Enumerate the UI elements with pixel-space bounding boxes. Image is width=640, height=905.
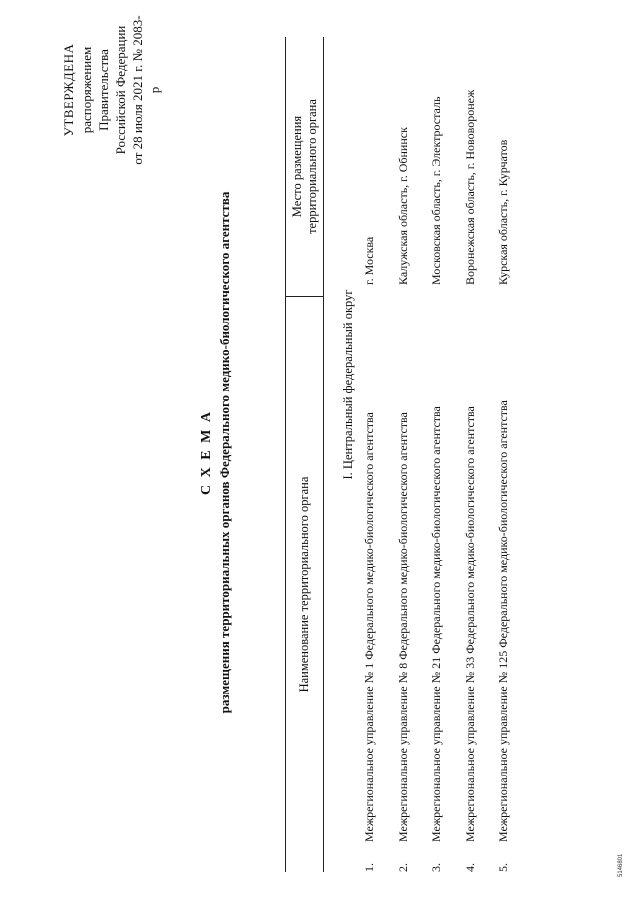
row-place: Московская область, г. Электросталь [429, 96, 443, 285]
approval-line-2: Российской Федерации [113, 25, 128, 155]
row-number: 2. [395, 863, 410, 872]
document-title [198, 0, 234, 905]
row-number: 5. [496, 863, 510, 872]
row-place: Калужская область, г. Обнинск [395, 127, 410, 285]
organs-table [285, 37, 530, 872]
header-place-line-1: Место размещения [289, 115, 304, 218]
row-place: Воронежская область, г. Нововоронеж [462, 89, 477, 285]
row-name: Межрегиональное управление № 1 Федерального медико-биологического агентства [362, 412, 376, 842]
row-number: 1. [362, 863, 376, 872]
row-name: Межрегиональное управление № 21 Федерального медико-биологического агентства [429, 406, 443, 842]
row-number: 3. [429, 863, 443, 872]
header-place-line-2: территориального органа [304, 99, 319, 234]
approval-block [60, 15, 163, 165]
title-main: С Х Е М А [199, 410, 214, 495]
table-row [429, 37, 444, 872]
table-row [496, 37, 511, 872]
row-name: Межрегиональное управление № 125 Федерального медико-биологического агентства [496, 400, 510, 842]
row-place: г. Москва [362, 236, 376, 285]
approval-heading: УТВЕРЖДЕНА [61, 43, 76, 137]
row-number: 4. [462, 863, 477, 872]
approval-line-1: распоряжением Правительства [79, 46, 111, 134]
title-subtitle: размещения территориальных органов Федерального медико-биологического агентства [217, 191, 232, 714]
header-name: Наименование территориального органа [297, 476, 311, 693]
row-place: Курская область, г. Курчатов [496, 139, 510, 285]
approval-line-3: от 28 июля 2021 г. № 2083-р [130, 15, 162, 165]
row-name: Межрегиональное управление № 33 Федерального медико-биологического агентства [462, 406, 477, 842]
table-rows [362, 37, 511, 872]
table-header [285, 37, 324, 872]
document-number: 5146801 [618, 853, 624, 877]
row-name: Межрегиональное управление № 8 Федерального медико-биологического агентства [395, 412, 410, 842]
section-heading: I. Центральный федеральный округ [341, 289, 355, 480]
table-row [463, 37, 478, 872]
table-row [396, 37, 411, 872]
table-row [362, 37, 377, 872]
header-place [286, 37, 323, 297]
